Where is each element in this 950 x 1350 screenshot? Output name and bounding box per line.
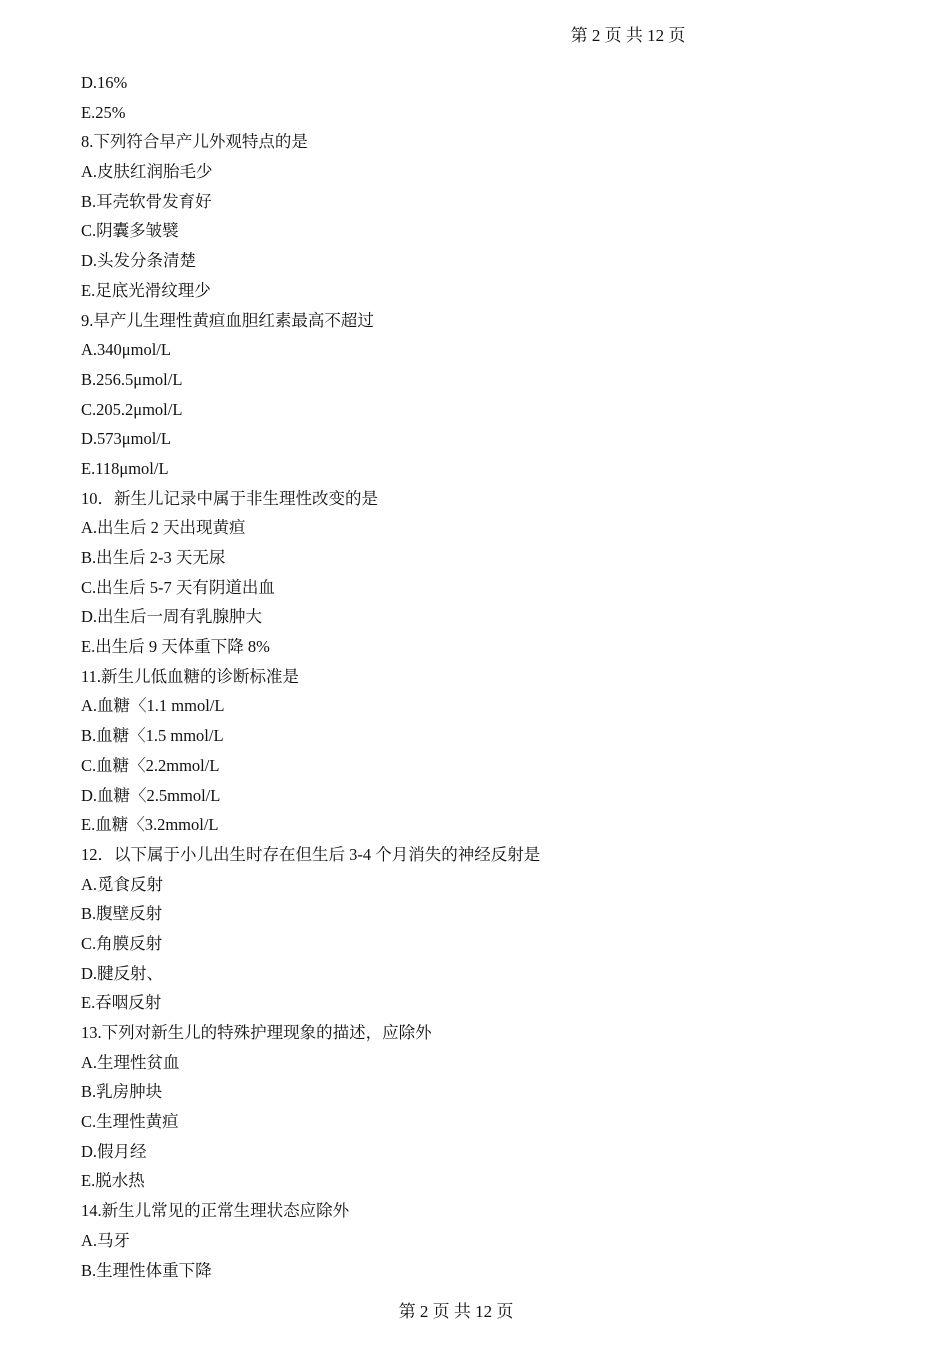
text-line: E.25% xyxy=(81,102,126,122)
text-line: E.脱水热 xyxy=(81,1171,145,1191)
text-line: A.出生后 2 天出现黄疸 xyxy=(81,518,246,538)
text-line: 14.新生儿常见的正常生理状态应除外 xyxy=(81,1201,350,1221)
text-line: C.生理性黄疸 xyxy=(81,1112,179,1132)
page-footer: 第 2 页 共 12 页 xyxy=(398,1302,514,1321)
text-line: D.腱反射、 xyxy=(81,963,164,983)
text-line: A.马牙 xyxy=(81,1230,131,1250)
text-line: C.血糖〈2.2mmol/L xyxy=(81,755,220,775)
text-line: E.出生后 9 天体重下降 8% xyxy=(81,637,270,657)
text-line: 11.新生儿低血糖的诊断标准是 xyxy=(81,666,300,686)
text-line: B.腹壁反射 xyxy=(81,904,163,924)
text-line: 12．以下属于小儿出生时存在但生后 3-4 个月消失的神经反射是 xyxy=(81,844,541,864)
text-line: C.出生后 5-7 天有阴道出血 xyxy=(81,577,275,597)
text-line: E.足底光滑纹理少 xyxy=(81,280,211,300)
text-line: 9.早产儿生理性黄疸血胆红素最高不超过 xyxy=(81,310,374,330)
text-line: C.角膜反射 xyxy=(81,933,163,953)
text-line: A.觅食反射 xyxy=(81,874,164,894)
page-header: 第 2 页 共 12 页 xyxy=(570,26,686,45)
text-line: B.生理性体重下降 xyxy=(81,1260,212,1280)
text-line: B.耳壳软骨发育好 xyxy=(81,191,212,211)
text-line: D.假月经 xyxy=(81,1141,147,1161)
text-line: D.573μmol/L xyxy=(81,429,171,449)
text-line: 13.下列对新生儿的特殊护理现象的描述，应除外 xyxy=(81,1023,432,1042)
text-line: D.出生后一周有乳腺肿大 xyxy=(81,607,263,627)
text-line: C.阴囊多皱襞 xyxy=(81,221,179,241)
text-line: D.头发分条清楚 xyxy=(81,251,197,271)
text-line: A.生理性贫血 xyxy=(81,1052,180,1072)
text-line: E.吞咽反射 xyxy=(81,993,162,1013)
text-line: A.血糖〈1.1 mmol/L xyxy=(81,696,225,716)
text-line: B.血糖〈1.5 mmol/L xyxy=(81,726,224,746)
text-line: 8.下列符合早产儿外观特点的是 xyxy=(81,132,308,152)
text-line: D.16% xyxy=(81,73,128,92)
text-line: 10．新生儿记录中属于非生理性改变的是 xyxy=(81,488,378,508)
text-line: E.118μmol/L xyxy=(81,458,169,478)
text-line: D.血糖〈2.5mmol/L xyxy=(81,785,221,805)
text-line: B.乳房肿块 xyxy=(81,1082,163,1102)
text-line: B.256.5μmol/L xyxy=(81,369,183,389)
text-line: C.205.2μmol/L xyxy=(81,399,183,419)
text-line: A.皮肤红润胎毛少 xyxy=(81,162,213,182)
question-list xyxy=(81,68,540,1285)
text-line: B.出生后 2-3 天无尿 xyxy=(81,548,226,567)
text-line: A.340μmol/L xyxy=(81,340,171,360)
text-line: E.血糖〈3.2mmol/L xyxy=(81,815,219,835)
